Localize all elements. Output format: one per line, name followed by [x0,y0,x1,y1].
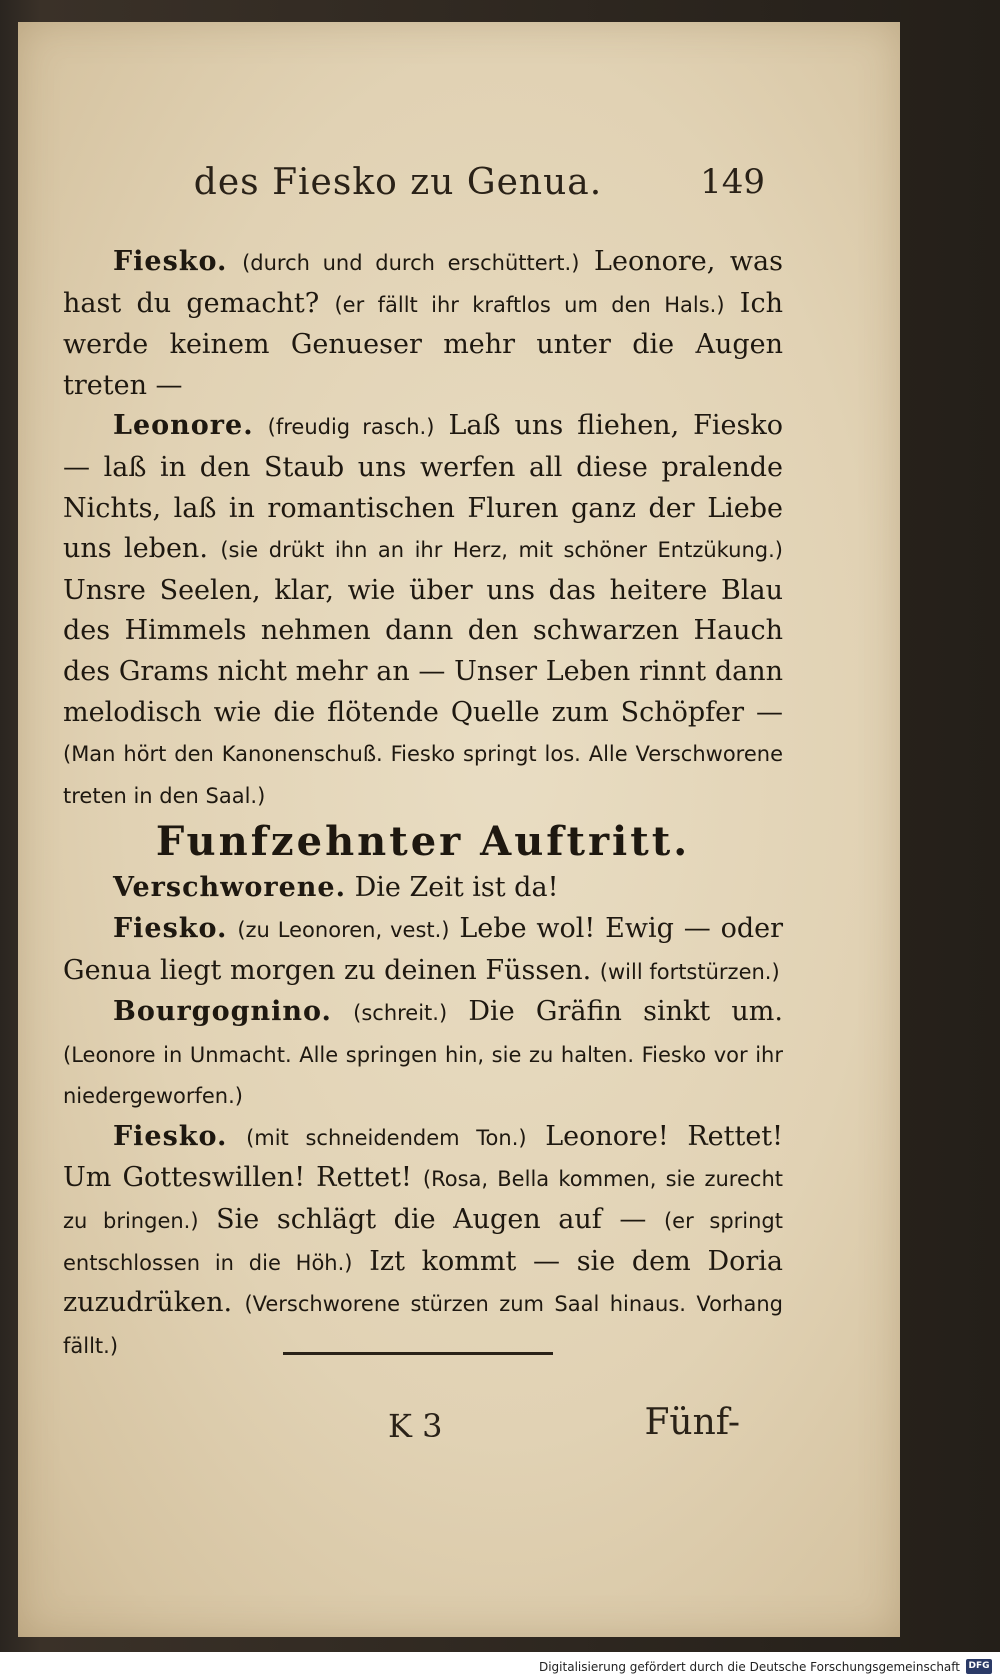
stage-direction: (mit schneidendem Ton.) [246,1125,527,1150]
scene-heading: Funfzehnter Auftritt. [155,818,691,866]
stage-direction: (will fortstürzen.) [599,959,780,984]
stage-direction: (Rosa, Bella kommen, sie zurecht zu bringen.) [63,1167,783,1234]
speaker-name: Leonore. [113,410,254,442]
book-page [18,22,900,1637]
dialogue-text: Leonore, was hast du gemacht? [63,246,783,319]
dialogue-text: Laß uns fliehen, Fiesko — laß in den Staub uns werfen all diese pralende Nichts, laß in romantischen Fluren ganz der Liebe uns leben. [63,410,783,565]
dialogue-text: Ich werde keinem Genueser mehr unter die Augen treten — [63,287,783,401]
page-number: 149 [700,162,765,202]
dialogue-text: Lebe wol! Ewig — oder Genua liegt morgen zu deinen Füssen. [63,912,784,986]
paragraph-leonore [63,406,783,816]
dialogue-text: Die Gräfin sinkt um. [468,996,783,1028]
catchword: Fünf- [644,1402,740,1443]
stage-direction: (er fällt ihr kraftlos um den Hals.) [334,292,725,317]
stage-direction: (Leonore in Unmacht. Alle springen hin, sie zu halten. Fiesko vor ihr niedergeworfen.) [63,1042,783,1109]
stage-direction: (schreit.) [353,1001,448,1026]
end-rule [283,1352,553,1355]
stage-direction: (Verschworene stürzen zum Saal hinaus. Vorhang fällt.) [63,1292,783,1358]
speaker-name: Fiesko. [113,912,228,944]
stage-direction: (sie drükt ihn an ihr Herz, mit schöner Entzükung.) [220,538,783,563]
speaker-name: Fiesko. [113,246,228,277]
speaker-name: Verschworene. [113,872,347,904]
paragraph-fiesko-2 [63,909,783,992]
speaker-name: Fiesko. [113,1120,228,1152]
paragraph-fiesko-3 [63,1117,783,1367]
signature-mark: K 3 [388,1407,443,1445]
text-block [63,242,783,1366]
dialogue-text: Unsre Seelen, klar, wie über uns das heitere Blau des Himmels nehmen dann den schwarzen Hauch des Grams nicht mehr an — Unser Leben rinnt dann melodisch wie die flötende Quelle zum Schöpfer — [63,574,783,728]
stage-direction: (Man hört den Kanonenschuß. Fiesko springt los. Alle Verschworene treten in den Saal.) [63,742,783,808]
dialogue-text: Leonore! Rettet! Um Gotteswillen! Rettet! [63,1120,784,1194]
dfg-logo-icon: DFG [966,1659,992,1674]
dialogue-text: Die Zeit ist da! [354,872,559,904]
paragraph-fiesko-1 [63,242,783,406]
stage-direction: (er springt entschlossen in die Höh.) [63,1209,783,1275]
dialogue-text: Izt kommt — sie dem Doria zuzudrüken. [63,1245,783,1319]
paragraph-bourgognino [63,992,783,1117]
dialogue-text: Sie schlägt die Augen auf — [216,1204,647,1236]
speaker-name: Bourgognino. [113,996,332,1028]
stage-direction: (durch und durch erschüttert.) [242,251,580,275]
stage-direction: (freudig rasch.) [267,415,435,440]
footer-bar [0,1652,1000,1679]
stage-direction: (zu Leonoren, vest.) [237,917,450,942]
footer-credit: Digitalisierung gefördert durch die Deutsche Forschungsgemeinschaft [538,1660,960,1674]
running-head: des Fiesko zu Genua. [193,162,603,203]
paragraph-verschworene [63,868,783,909]
